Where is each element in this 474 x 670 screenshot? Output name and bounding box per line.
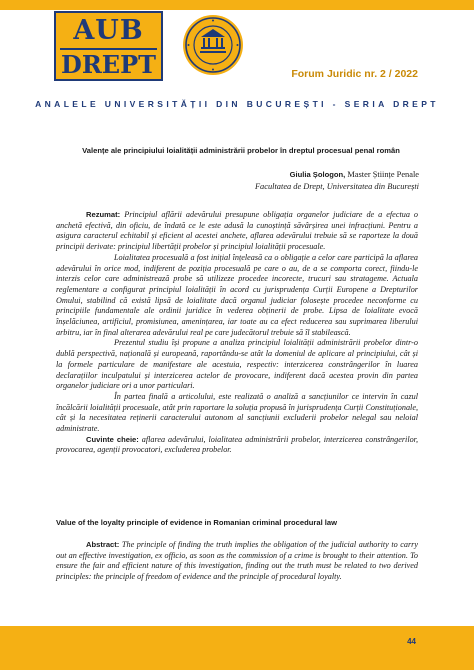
english-abstract xyxy=(56,540,418,583)
logo-line-drept: DREPT xyxy=(61,50,156,79)
author-role: Master Științe Penale xyxy=(347,170,419,179)
abstract-paragraph: Loialitatea procesuală a fost inițial înțeleasă ca o obligație a celor care participă la aflarea adevărului în orice mod, indiferent de poziția procesuală pe care o au, de a se comporta corect, fiindu-le interzis celor care administrează probe să utilizeze procedee incorecte, trucuri sau stratageme. Actuala reglementare a configurat principiul loialității în acord cu jurisprudența Curții Europene a Drepturilor Omului, stabilind că există lipsă de loialitate dacă organul judiciar folosește procedee neconforme cu principiile fundamentale ale ordinii juridice în vederea obținerii de probe. Lipsa de loialitate evocă înșelăciunea, artificiul, promisiunea, amenințarea, iar toate au ca efect reducerea sau suprimarea liberului arbitru, iar în final alterarea adevărului real pe care judecătorul trebuie să îl stabilească. xyxy=(56,252,418,337)
bottom-accent-bar xyxy=(0,626,474,670)
english-title: Value of the loyalty principle of evidence in Romanian criminal procedural law xyxy=(56,518,338,527)
series-line: ANALELE UNIVERSITĂȚII DIN BUCUREȘTI - SERIA DREPT xyxy=(35,99,439,109)
keywords-paragraph xyxy=(56,435,418,456)
english-abstract-label: Abstract: xyxy=(86,540,120,549)
article-title: Valențe ale principiului loialității administrării probelor în dreptul procesual penal român xyxy=(82,146,400,155)
top-accent-bar xyxy=(0,0,474,10)
abstract-paragraph xyxy=(56,210,418,253)
aub-drept-logo xyxy=(54,11,163,81)
university-seal-icon xyxy=(182,14,244,76)
logo-line-aub: AUB xyxy=(73,15,144,46)
keywords-text: aflarea adevărului, loialitatea administrării probelor, interzicerea constrângerilor, provocarea, agenții provocatori, excluderea probelor. xyxy=(56,434,419,455)
abstract-paragraph: Prezentul studiu își propune a analiza principiul loialității administrării probelor dintr-o dublă perspectivă, națională și europeană, raportându-se atât la domeniul de aplicare al principiului, cât și la formele particulare de manifestare ale acestuia, respectiv: interzicerea constrângerilor în luarea declarațiilor inculpatului și interzicerea actelor de provocare, indiferent dacă acestea provin din partea organelor judiciare ori a unor particulari. xyxy=(56,338,418,391)
author-affiliation: Facultatea de Drept, Universitatea din București xyxy=(254,181,419,191)
author-block xyxy=(255,169,419,192)
romanian-abstract xyxy=(56,210,418,456)
abstract-label: Rezumat: xyxy=(86,210,121,219)
page-number: 44 xyxy=(407,637,416,646)
journal-issue: Forum Juridic nr. 2 / 2022 xyxy=(291,68,418,80)
author-name: Giulia Șologon, xyxy=(289,170,346,179)
english-abstract-text: The principle of finding the truth implies the obligation of the judicial authority to carry out an effective investigation, ex officio, as soon as the commission of a crime is brought to their attention. To ensure the fair and efficient nature of this investigation, finding out the truth must be related to two derived principles: the principle of freedom of evidence and the principle of procedural loyalty. xyxy=(56,540,418,582)
english-abstract-paragraph xyxy=(56,540,418,583)
keywords-label: Cuvinte cheie: xyxy=(86,434,139,444)
abstract-text: Principiul aflării adevărului presupune obligația organelor judiciare de a efectua o anchetă efectivă, din oficiu, de îndată ce le este adusă la cunoștință săvârșirea unei infracțiuni. Pentru a asigura caracterul echitabil și eficient al acestei anchete, aflarea adevărului trebuie să se raporteze la două principii derivate: principiul libertății probelor și principiul loialității procesuale. xyxy=(56,210,419,252)
abstract-paragraph: În partea finală a articolului, este realizată o analiză a sancțiunilor ce intervin în cazul încălcării loialității procesuale, atât prin raportare la soluția propusă în jurisprudența Curții Constituționale, cât și la necesitatea reținerii caracterului autonom al sancțiunii excluderii probelor nelegal sau neloial administrate. xyxy=(56,391,418,434)
